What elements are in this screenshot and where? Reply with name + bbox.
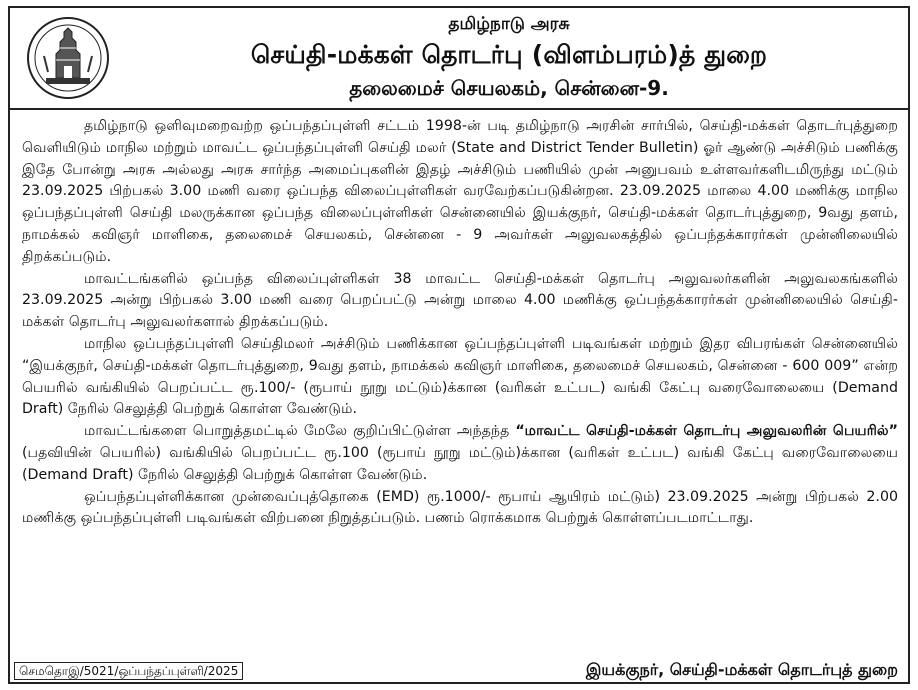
paragraph-district-tender: மாவட்டங்களில் ஒப்பந்த விலைப்புள்ளிகள் 38 மாவட்ட செய்தி-மக்கள் தொடர்பு அலுவலர்களின் அலுவலகங்களில் 23.09.2025 அன்று பிற்பகல் 3.00 மணி வரை பெறப்பட்டு அன்று மாலை 4.00 மணிக்கு ஒப்பந்தக்காரர்கள் முன்னிலையில் செய்தி-மக்கள் தொடர்பு அலுவலர்களால் திறக்கப்படும். <box>22 270 898 331</box>
government-emblem-icon <box>26 16 110 100</box>
district-forms-text-end: (பதவியின் பெயரில்) வங்கியில் பெறப்பட்ட ரூ.100 (ரூபாய் நூறு மட்டும்)க்கான (வரிகள் உட்பட) வங்கி கேட்பு வரைவோலையை (Demand Draft) நேரில் செலுத்தி பெற்றுக் கொள்ள வேண்டும். <box>22 444 898 483</box>
paragraph-state-forms: மாநில ஒப்பந்தப்புள்ளி செய்திமலர் அச்சிடும் பணிக்கான ஒப்பந்தப்புள்ளி படிவங்கள் மற்றும் இதர விபரங்கள் சென்னையில் “இயக்குநர், செய்தி-மக்கள் தொடர்புத்துறை, 9வது தளம், நாமக்கல் கவிஞர் மாளிகை, தலைமைச் செயலகம், சென்னை - 600 009” என்ற பெயரில் வங்கியில் பெறப்பட்ட ரூ.100/- (ரூபாய் நூறு மட்டும்)க்கான (வரிகள் உட்பட) வங்கி கேட்பு வரைவோலையை (Demand Draft) நேரில் செலுத்தி பெற்றுக் கொள்ள வேண்டும். <box>22 335 898 418</box>
department-title: செய்தி-மக்கள் தொடர்பு (விளம்பரம்)த் துறை <box>250 40 768 69</box>
district-officer-name-emphasis: “மாவட்ட செய்தி-மக்கள் தொடர்பு அலுவலரின் பெயரில்” <box>515 423 899 440</box>
department-address: தலைமைச் செயலகம், சென்னை-9. <box>349 76 669 100</box>
notice-footer <box>10 660 908 682</box>
issuing-authority: இயக்குநர், செய்தி-மக்கள் தொடர்புத் துறை <box>585 660 898 679</box>
government-name: தமிழ்நாடு அரசு <box>448 14 570 34</box>
notice-body <box>22 116 898 530</box>
paragraph-emd: ஒப்பந்தப்புள்ளிக்கான முன்வைப்புத்தொகை (EMD) ரூ.1000/- ரூபாய் ஆயிரம் மட்டும்) 23.09.2025 அன்று பிற்பகல் 2.00 மணிக்கு ஒப்பந்தப்புள்ளி படிவங்கள் விற்பனை நிறுத்தப்படும். பணம் ரொக்கமாக பெற்றுக் கொள்ளப்படமாட்டாது. <box>22 488 898 527</box>
notice-header <box>10 8 908 110</box>
district-forms-text-start: மாவட்டங்களை பொறுத்தமட்டில் மேலே குறிப்பிட்டுள்ள அந்தந்த <box>84 423 516 440</box>
reference-number: செமதொஇ/5021/ஒப்பந்தப்புள்ளி/2025 <box>14 662 243 680</box>
paragraph-state-tender: தமிழ்நாடு ஒளிவுமறைவற்ற ஒப்பந்தப்புள்ளி சட்டம் 1998-ன் படி தமிழ்நாடு அரசின் சார்பில், செய்தி-மக்கள் தொடர்புத்துறை வெளியிடும் மாநில மற்றும் மாவட்ட ஒப்பந்தப்புள்ளி செய்தி மலர் (State and District Tender Bulletin) ஓர் ஆண்டு அச்சிடும் பணிக்கு இதே போன்று அரசு அல்லது அரசு சார்ந்த அமைப்புகளின் இதழ் அச்சிடும் பணியில் முன் அனுபவம் உள்ளவர்களிடமிருந்து மட்டும் 23.09.2025 பிற்பகல் 3.00 மணி வரை ஒப்பந்த விலைப்புள்ளிகள் வரவேற்கப்படுகின்றன. 23.09.2025 மாலை 4.00 மணிக்கு மாநில ஒப்பந்தப்புள்ளி செய்தி மலருக்கான ஒப்பந்த விலைப்புள்ளிகள் சென்னையில் இயக்குநர், செய்தி-மக்கள் தொடர்புத்துறை, 9வது தளம், நாமக்கல் கவிஞர் மாளிகை, தலைமைச் செயலகம், சென்னை - 9 அவர்கள் அலுவலகத்தில் ஒப்பந்தக்காரர்கள் முன்னிலையில் திறக்கப்படும். <box>22 118 898 265</box>
notice-frame <box>8 6 910 684</box>
paragraph-district-forms <box>22 421 898 486</box>
